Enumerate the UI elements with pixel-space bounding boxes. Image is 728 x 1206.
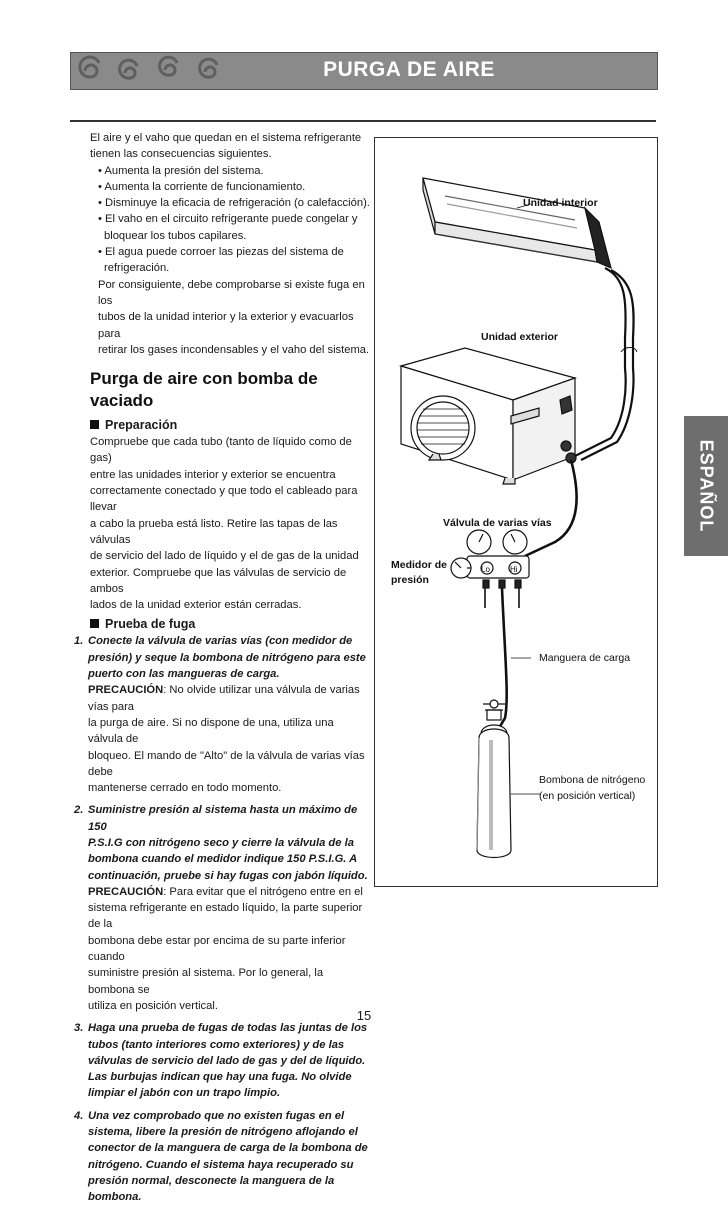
step-2	[74, 802, 370, 1014]
intro-bullet: • El vaho en el circuito refrigerante puede congelar y	[98, 213, 358, 226]
step-line: nitrógeno. Cuando el sistema haya recuperado su	[88, 1158, 354, 1171]
leak-test-title: Prueba de fuga	[105, 617, 196, 632]
step-line: continuación, pruebe si hay fugas con jabón líquido.	[88, 869, 368, 882]
intro-bullet: • Disminuye la eficacia de refrigeración (o calefacción).	[98, 197, 370, 210]
step-line: presión) y seque la bombona de nitrógeno para este	[88, 651, 366, 664]
nitrogen-tank-illustration	[477, 700, 511, 858]
caution-label: PRECAUCIÓN	[88, 684, 164, 697]
step-line: limpiar el jabón con un trapo limpio.	[88, 1087, 281, 1100]
preparation-title: Preparación	[105, 418, 178, 433]
intro-bullet: bloquear los tubos capilares.	[104, 229, 247, 242]
prep-line: a cabo la prueba está listo. Retire las tapas de las válvulas	[90, 517, 338, 546]
intro-bullet: • Aumenta la presión del sistema.	[98, 164, 264, 177]
step-number: 3.	[74, 1022, 84, 1035]
label-tank-line2: (en posición vertical)	[539, 790, 636, 802]
intro-line: tienen las consecuencias siguientes.	[90, 148, 272, 161]
step-line: Conecte la válvula de varias vías (con medidor de	[88, 635, 353, 648]
header-banner	[70, 52, 658, 90]
intro-block	[80, 130, 370, 358]
caution-label: PRECAUCIÓN	[88, 885, 164, 898]
step-4	[74, 1108, 370, 1206]
step-line: sistema, libere la presión de nitrógeno aflojando el	[88, 1126, 358, 1139]
step-line: Haga una prueba de fugas de todas las juntas de los	[88, 1022, 368, 1035]
step-2-caution	[80, 884, 370, 1014]
label-outdoor-unit: Unidad exterior	[481, 331, 559, 343]
step-3-instruction	[74, 1020, 370, 1101]
header-rule	[70, 120, 656, 122]
prep-line: entre las unidades interior y exterior se encuentra	[90, 468, 336, 481]
label-indoor-unit: Unidad interior	[523, 197, 598, 209]
label-manifold: Válvula de varias vías	[443, 517, 552, 529]
service-hose	[525, 460, 577, 556]
step-line: Suministre presión al sistema hasta un máximo de 150	[88, 804, 358, 833]
leak-test-heading	[90, 615, 370, 633]
step-number: 4.	[74, 1109, 84, 1122]
installation-figure	[374, 137, 658, 887]
prep-line: exterior. Compruebe que las válvulas de servicio de ambos	[90, 566, 347, 595]
step-number: 1.	[74, 635, 84, 648]
caution-line: bloqueo. El mando de "Alto" de la válvula de varias vías debe	[88, 749, 365, 778]
language-tab	[684, 416, 728, 556]
text-column	[74, 130, 370, 1206]
section-title: Purga de aire con bomba de vaciado	[90, 369, 318, 411]
caution-line: utiliza en posición vertical.	[88, 999, 218, 1012]
caution-line: : No olvide utilizar una válvula de varias vías para	[88, 684, 360, 713]
label-tank-line1: Bombona de nitrógeno	[539, 774, 646, 786]
outdoor-unit-illustration	[401, 348, 576, 484]
step-line: Una vez comprobado que no existen fugas en el	[88, 1109, 345, 1122]
caution-line: mantenerse cerrado en todo momento.	[88, 782, 282, 795]
step-1	[74, 633, 370, 796]
step-line: bombona.	[88, 1191, 142, 1204]
square-bullet-icon	[90, 619, 99, 628]
step-1-instruction	[74, 633, 370, 682]
step-number: 2.	[74, 804, 84, 817]
prep-line: correctamente conectado y que todo el cableado para llevar	[90, 485, 358, 514]
caution-line: : Para evitar que el nitrógeno entre en el	[163, 885, 363, 898]
square-bullet-icon	[90, 420, 99, 429]
caution-line: bombona debe estar por encima de su parte inferior cuando	[88, 934, 346, 964]
step-line: puerto con las mangueras de carga.	[88, 668, 280, 681]
prep-line: de servicio del lado de líquido y el de gas de la unidad	[90, 550, 359, 563]
step-line: presión normal, desconecte la manguera de la	[88, 1174, 335, 1187]
intro-bullet: refrigeración.	[104, 262, 170, 275]
label-charge-hose: Manguera de carga	[539, 652, 631, 664]
step-line: P.S.I.G con nitrógeno seco y cierre la válvula de la	[88, 836, 354, 849]
page-title: PURGA DE AIRE	[323, 58, 495, 81]
caution-line: sistema refrigerante en estado líquido, la parte superior de la	[88, 902, 363, 931]
step-line: tubos (tanto interiores como exteriores) y de las	[88, 1038, 345, 1051]
step-line: válvulas de servicio del lado de gas y del de líquido.	[88, 1054, 366, 1067]
language-tab-label: ESPAÑOL	[696, 439, 717, 533]
label-gauge-line1: Medidor de	[391, 559, 448, 571]
intro-conclusion: Por consiguiente, debe comprobarse si existe fuga en los	[98, 278, 365, 307]
step-1-caution	[80, 682, 370, 796]
page-number: 15	[356, 1008, 372, 1023]
callout-lines	[511, 204, 541, 794]
intro-bullet: • Aumenta la corriente de funcionamiento.	[98, 180, 306, 193]
caution-line: suministre presión al sistema. Por lo general, la bombona se	[88, 967, 324, 996]
preparation-heading	[90, 416, 370, 434]
charge-hose	[499, 588, 507, 728]
step-line: conector de la manguera de carga de la bombona de	[88, 1142, 368, 1155]
indoor-unit-illustration	[423, 178, 611, 268]
step-3	[74, 1020, 370, 1101]
label-gauge-line2: presión	[391, 574, 429, 586]
intro-conclusion: tubos de la unidad interior y la exterior y evacuarlos para	[98, 311, 354, 340]
manifold-illustration	[451, 530, 529, 588]
step-2-instruction	[74, 802, 370, 883]
prep-line: Compruebe que cada tubo (tanto de líquido como de gas)	[90, 436, 352, 465]
step-4-instruction	[74, 1108, 370, 1206]
refrigerant-pipes	[575, 268, 637, 460]
preparation-text	[80, 434, 370, 613]
prep-line: lados de la unidad exterior están cerradas.	[90, 599, 302, 612]
label-hi: Hi	[510, 565, 518, 574]
intro-bullet: • El agua puede corroer las piezas del sistema de	[98, 246, 344, 259]
label-lo: Lo	[481, 565, 490, 574]
step-line: bombona cuando el medidor indique 150 P.S.I.G. A	[88, 853, 358, 866]
intro-conclusion: retirar los gases incondensables y el vaho del sistema.	[98, 343, 370, 356]
caution-line: la purga de aire. Si no dispone de una, utiliza una válvula de	[88, 716, 334, 746]
step-line: Las burbujas indican que hay una fuga. No olvide	[88, 1071, 352, 1084]
intro-line: El aire y el vaho que quedan en el sistema refrigerante	[90, 132, 362, 144]
